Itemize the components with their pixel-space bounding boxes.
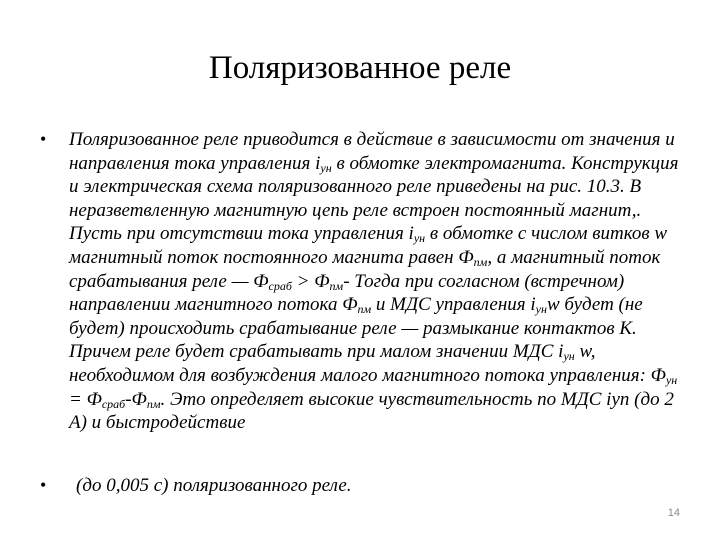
subscript: ун xyxy=(320,160,332,175)
text-segment: -Ф xyxy=(125,388,147,410)
subscript: ун xyxy=(563,349,575,364)
subscript: сраб xyxy=(268,278,292,293)
subscript: пм xyxy=(329,278,344,293)
subscript: пм xyxy=(357,302,372,317)
bullet-item-2 xyxy=(40,474,690,498)
bullet-marker: • xyxy=(40,475,47,495)
text-segment: , а магнитный поток срабатывания реле — Ф xyxy=(69,246,661,292)
subscript: пм xyxy=(146,396,161,411)
bullet-text: (до 0,005 с) поляризованного реле. xyxy=(76,475,352,496)
subscript: ун xyxy=(535,302,547,317)
page-number: 14 xyxy=(667,507,680,519)
bullet-item-1 xyxy=(40,128,690,435)
text-segment: = Ф xyxy=(69,388,102,410)
subscript: ун xyxy=(665,372,678,387)
bullet-marker: • xyxy=(40,129,47,149)
text-segment: Поляризованное реле приводится в действие в зависимости от значения и направления тока управления i xyxy=(69,129,675,174)
text-segment: в обмотке с числом витков w магнитный поток постоянного магнита равен Ф xyxy=(69,223,668,268)
slide-title: Поляризованное реле xyxy=(208,50,512,86)
text-segment: и МДС управления i xyxy=(371,294,536,316)
text-segment: > Ф xyxy=(291,270,330,292)
subscript: ун xyxy=(413,231,426,246)
text-segment: в обмотке электромагнита. Конструкция и электрическая схема поляризованного реле приведены на рис. 10.3. В неразветвленную магнитную цепь реле встроен постоянный магнит,. Пусть при отсутствии тока управления i xyxy=(69,152,679,245)
text-segment: w, необходимом для возбуждения малого магнитного потока управления: Ф xyxy=(69,341,666,386)
bullet-text xyxy=(69,128,690,435)
subscript: пм xyxy=(473,254,488,269)
text-segment: w будет (не будет) происходить срабатывание реле — размыкание контактов К. Причем реле будет срабатывать при малом значении МДС i xyxy=(69,294,643,363)
subscript: сраб xyxy=(101,396,126,411)
text-segment: - Тогда при согласном (встречном) направлении магнитного потока Ф xyxy=(69,270,625,316)
text-segment: . Это определяет высокие чувствительность по МДС iуп (до 2 А) и быстродействие xyxy=(69,388,674,434)
